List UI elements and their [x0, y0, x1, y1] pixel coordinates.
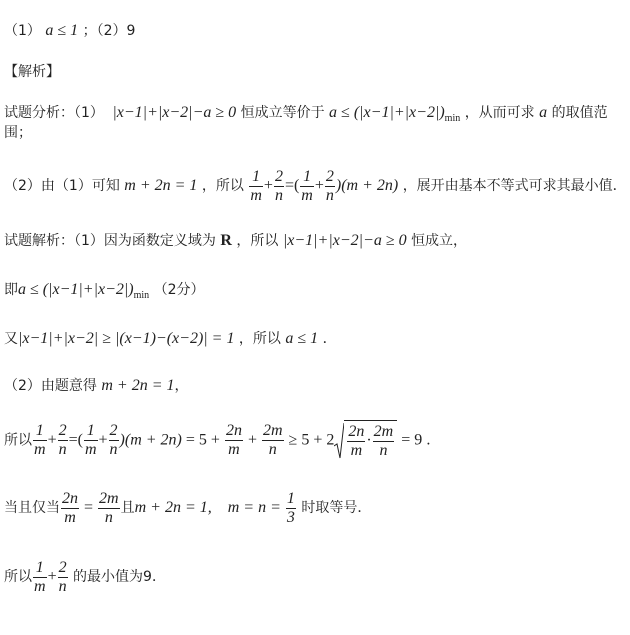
- math-abs-expr: |x−1|+|x−2|−a ≥ 0: [282, 232, 407, 249]
- math-bold-r: R: [220, 232, 232, 249]
- math-a: a: [539, 104, 548, 121]
- frac-2n-m: $\frac{2n}{m}$: [62, 489, 78, 526]
- sqrt-sign: [334, 421, 344, 461]
- math-abs-expr: |x−1|+|x−2|−a ≥ 0: [108, 104, 237, 121]
- frac-2-n: $\frac{2}{n}$: [58, 422, 67, 458]
- solution-text3: 恒成立，: [411, 233, 468, 249]
- frac-2m-n: $\frac{2m}{n}$: [262, 422, 283, 458]
- part2-text1: （2）由（1）可知: [4, 178, 120, 194]
- analysis-line: [4, 104, 608, 128]
- you-mid: ，所以: [238, 331, 281, 347]
- dangqie-end: 时取等号．: [301, 500, 372, 516]
- analysis-label: 试题分析：（1）: [4, 105, 104, 121]
- math-triangle-ineq: |x−1|+|x−2| ≥ |(x−1)−(x−2)| = 1: [18, 330, 235, 347]
- section-heading: 【解析】: [4, 64, 60, 80]
- answer-part1: （1）: [4, 23, 41, 39]
- dangqie-prefix: 当且仅当: [4, 500, 60, 516]
- final-end: 的最小值为9．: [73, 569, 166, 585]
- you-prefix: 又: [4, 331, 18, 347]
- solution-label: 试题解析：（1）因为函数定义域为: [4, 233, 216, 249]
- ji-prefix: 即: [4, 282, 18, 298]
- frac-2n-m: $\frac{2n}{m}$: [225, 422, 242, 458]
- dangqie-mid: 且: [120, 500, 135, 516]
- math-a-le-1: a ≤ 1: [285, 330, 319, 347]
- math-a-le-1: a ≤ 1: [45, 22, 79, 39]
- you-end: ．: [322, 331, 337, 347]
- math-m2n-eq1: m + 2n = 1: [101, 377, 175, 394]
- frac-1-m: $\frac{1}{m}$: [34, 422, 46, 458]
- suoyi-prefix: 所以: [4, 432, 32, 449]
- part2-text2: ，所以: [201, 178, 244, 194]
- part2-analysis-line: （2）由（1）可知 m + 2n = 1 ，所以 $\frac{1}{m}$ + $\frac{2}{n}$ =( $\frac{1}{m}$ + $\frac{2}{n}$ )(m + 2n) ，展开由基本不等式可求其最小值．: [4, 167, 627, 204]
- frac-2m-n: $\frac{2m}{n}$: [99, 489, 119, 526]
- math-m2n-eq1: m + 2n = 1: [124, 177, 198, 194]
- final-prefix: 所以: [4, 569, 32, 585]
- line-final: 所以 $\frac{1}{m}$ + $\frac{2}{n}$ 的最小值为9．: [4, 558, 166, 595]
- part2-text3: ，展开由基本不等式可求其最小值．: [402, 178, 627, 194]
- frac-1-3: $\frac{1}{3}$: [286, 489, 295, 526]
- sqrt-radicand: $\frac{2n}{m}$ · $\frac{2m}{n}$: [344, 420, 397, 461]
- part2-prefix: （2）由题意得: [4, 378, 97, 394]
- frac-2-n: $\frac{2}{n}$: [58, 558, 67, 595]
- answer-part2: ；（2）9: [82, 23, 136, 39]
- line-suoyi: 所以 $\frac{1}{m}$ + $\frac{2}{n}$ =( $\frac{1}{m}$ + $\frac{2}{n}$ )(m + 2n) = 5 + $\frac{2n}{m}$ + $\frac{2m}{n}$ ≥ 5 + 2 $\frac{2n}{m}$ · $\frac{2m}{n}$ = 9 ．: [4, 420, 440, 461]
- solution-text2: ，所以: [236, 233, 279, 249]
- line-dangqie: 当且仅当 $\frac{2n}{m}$ = $\frac{2m}{n}$ 且m + 2n = 1, m = n = $\frac{1}{3}$ 时取等号．: [4, 489, 372, 526]
- answer-line: [4, 22, 135, 40]
- math-a-le-min: a ≤ (|x−1|+|x−2|): [329, 104, 445, 121]
- frac-2-n: $\frac{2}{n}$: [325, 167, 334, 204]
- frac-1-m: $\frac{1}{m}$: [250, 167, 262, 204]
- suoyi-end: ．: [426, 432, 441, 449]
- frac-2-n: $\frac{2}{n}$: [274, 167, 283, 204]
- math-min-sub: min: [444, 113, 461, 124]
- analysis-text3: 的取值范: [551, 105, 608, 121]
- frac-1-m: $\frac{1}{m}$: [84, 422, 97, 458]
- analysis-text1: 恒成立等价于: [240, 105, 325, 121]
- line-part2: [4, 377, 189, 395]
- math-a-le-min: a ≤ (|x−1|+|x−2|): [18, 281, 134, 298]
- line-you: [4, 330, 337, 348]
- line-ji: [4, 281, 205, 305]
- frac-2m-n: $\frac{2m}{n}$: [373, 422, 394, 459]
- frac-1-m: $\frac{1}{m}$: [34, 558, 46, 595]
- score-note: （2分）: [153, 282, 205, 298]
- analysis-text2: ，从而可求: [464, 105, 535, 121]
- solution-line: [4, 232, 467, 250]
- frac-2-n: $\frac{2}{n}$: [109, 422, 118, 458]
- analysis-wrap: 围；: [4, 125, 32, 141]
- part2-end: ，: [174, 378, 189, 394]
- frac-1-m: $\frac{1}{m}$: [301, 167, 313, 204]
- math-min-sub: min: [133, 290, 150, 301]
- frac-2n-m: $\frac{2n}{m}$: [348, 422, 365, 459]
